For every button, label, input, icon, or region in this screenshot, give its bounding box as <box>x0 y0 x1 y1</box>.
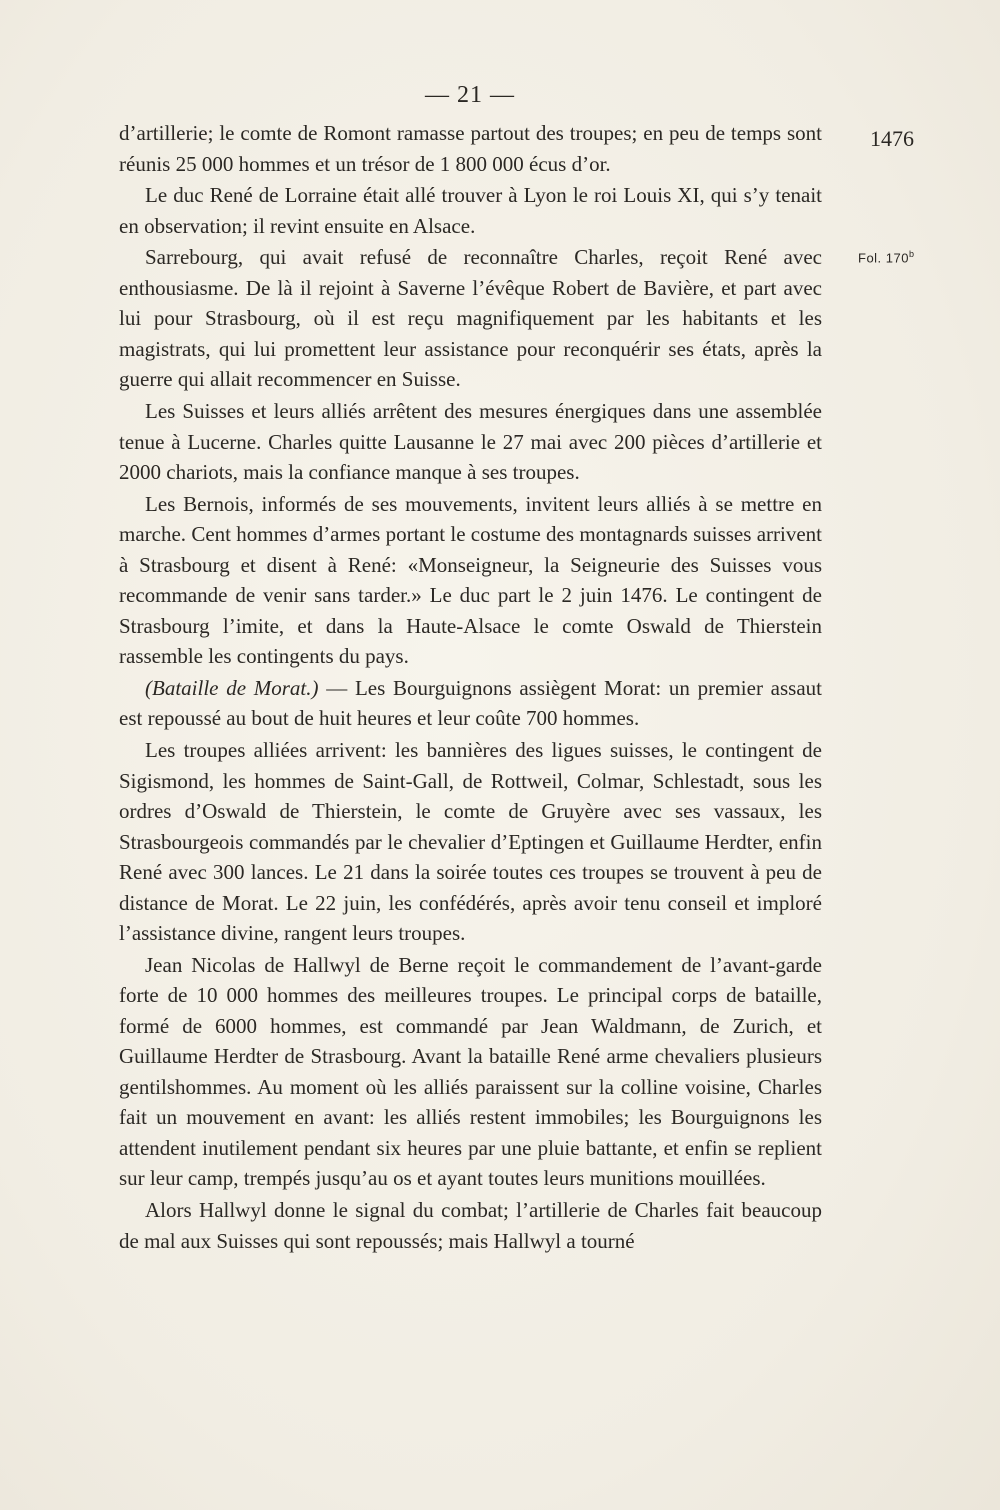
paragraph-2: Le duc René de Lorraine était allé trouver à Lyon le roi Louis XI, qui s’y tenait en observation; il revint ensuite en Alsace. <box>119 183 822 238</box>
paragraph-4: Les Suisses et leurs alliés arrêtent des mesures énergiques dans une assemblée tenue à Lucerne. Charles quitte Lausanne le 27 mai avec 200 pièces d’artillerie et 2000 chariots, mais la confiance manque à ses troupes. <box>119 399 822 485</box>
paragraph-6 <box>119 673 822 734</box>
paragraph-8: Jean Nicolas de Hallwyl de Berne reçoit le commandement de l’avant-garde forte de 10 000 hommes des meilleures troupes. Le principal corps de bataille, formé de 6000 hommes, est commandé par Jean Waldmann, de Zurich, et Guillaume Herdter de Strasbourg. Avant la bataille René arme chevaliers plusieurs gentilshommes. Au moment où les alliés paraissent sur la colline voisine, Charles fait un mouvement en avant: les alliés restent immobiles; les Bourguignons les attendent inutilement pendant six heures par une pluie battante, et enfin se replient sur leur camp, trempés jusqu’au os et ayant toutes leurs munitions mouillées. <box>119 952 822 1191</box>
paragraph-5: Les Bernois, informés de ses mouvements, invitent leurs alliés à se mettre en marche. Cent hommes d’armes portant le costume des montagnards suisses arrivent à Strasbourg et disent à René: «Monseigneur, la Seigneurie des Suisses vous recommande de venir sans tarder.» Le duc part le 2 juin 1476. Le contingent de Strasbourg l’imite, et dans la Haute-Alsace le comte Oswald de Thierstein rassemble les contingents du pays. <box>119 491 822 669</box>
paragraph-9: Alors Hallwyl donne le signal du combat; l’artillerie de Charles fait beaucoup de mal aux Suisses qui sont repoussés; mais Hallwyl a tourné <box>119 1198 822 1253</box>
margin-folio-note <box>858 249 915 265</box>
paragraph-7: Les troupes alliées arrivent: les bannières des ligues suisses, le contingent de Sigismond, les hommes de Saint-Gall, de Rottweil, Colmar, Schlestadt, sous les ordres d’Oswald de Thierstein, le comte de Gruyère avec ses vassaux, les Strasbourgeois commandés par le chevalier d’Eptingen et Guillaume Herdter, enfin René avec 300 lances. Le 21 dans la soirée toutes ces troupes se trouvent à peu de distance de Morat. Le 22 juin, les confédérés, après avoir tenu conseil et imploré l’assistance divine, rangent leurs troupes. <box>119 738 822 946</box>
paragraph-6-text: — Les Bourguignons assiègent Morat: un premier assaut est repoussé au bout de huit heures et leur coûte 700 hommes. <box>119 675 822 731</box>
paragraph-3: Sarrebourg, qui avait refusé de reconnaître Charles, reçoit René avec enthousiasme. De là il rejoint à Saverne l’évêque Robert de Bavière, et part avec lui pour Strasbourg, où il est reçu magnifiquement par les habitants et les magistrats, qui lui promettent leur assistance pour reconquérir ses états, après la guerre qui allait recommencer en Suisse. <box>119 245 822 392</box>
section-heading-italic: (Bataille de Morat.) <box>145 675 319 700</box>
margin-year-note: 1476 <box>870 126 914 151</box>
body-text <box>119 118 822 1257</box>
page-number: — 21 — <box>425 82 515 108</box>
folio-superscript: b <box>908 249 915 259</box>
paragraph-1: d’artillerie; le comte de Romont ramasse partout des troupes; en peu de temps sont réunis 25 000 hommes et un trésor de 1 800 000 écus d’or. <box>119 121 822 176</box>
folio-label: Fol. 170 <box>858 250 909 266</box>
